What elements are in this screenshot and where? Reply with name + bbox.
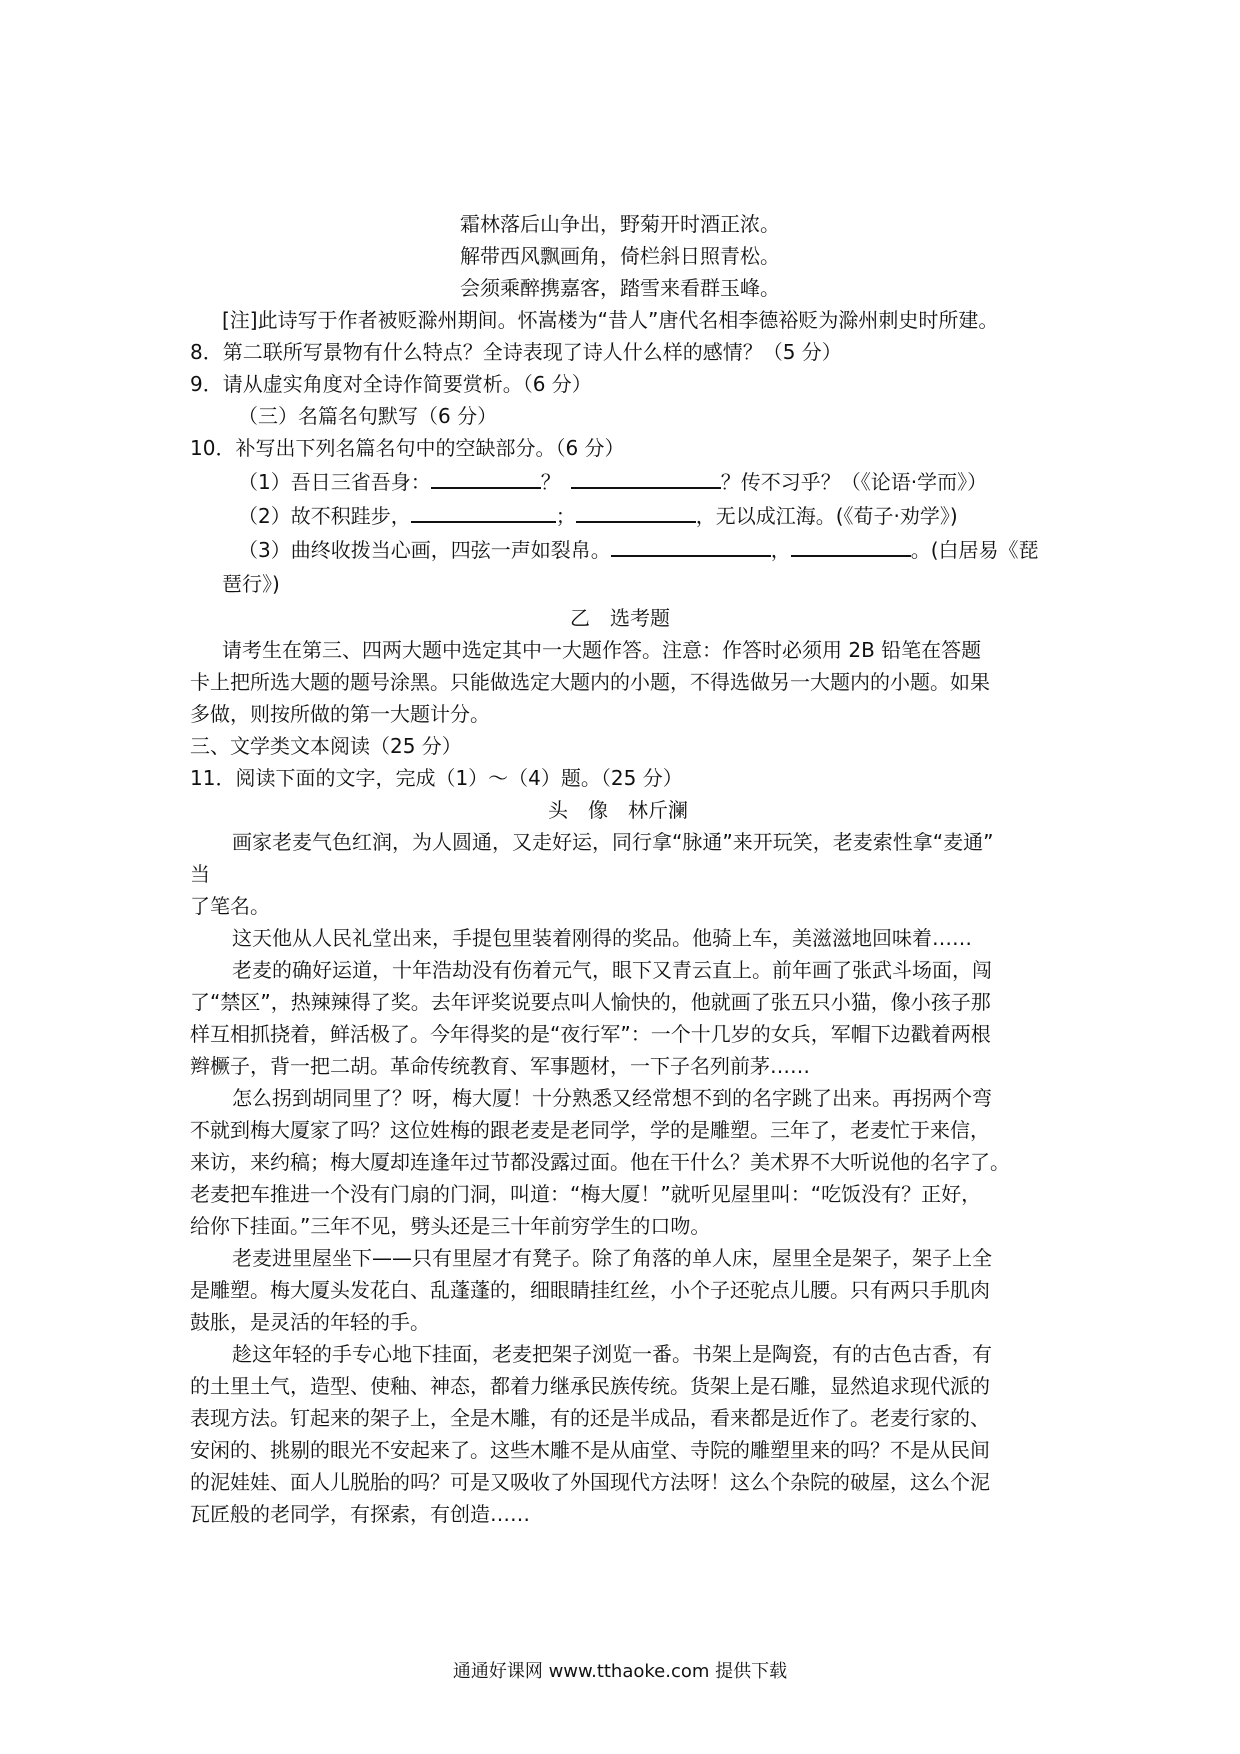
story-line: 来访，来约稿；梅大厦却连逢年过节都没露过面。他在干什么？美术界不大听说他的名字了。	[190, 1150, 1010, 1174]
story-line: 老麦把车推进一个没有门扇的门洞，叫道：“梅大厦！”就听见屋里叫：“吃饭没有？正好，	[190, 1182, 982, 1206]
item-1-middle: ？	[540, 470, 561, 494]
story-line: 老麦的确好运道，十年浩劫没有伤着元气，眼下又青云直上。前年画了张武斗场面，闯	[232, 958, 992, 982]
section-three-title: 三、文学类文本阅读（25 分）	[190, 734, 462, 758]
story-title: 头 像 林斤澜	[548, 798, 688, 822]
instructions-line-2: 卡上把所选大题的题号涂黑。只能做选定大题内的小题，不得选做另一大题内的小题。如果	[190, 670, 990, 694]
story-line: 是雕塑。梅大厦头发花白、乱蓬蓬的，细眼睛挂红丝，小个子还驼点儿腰。只有两只手肌肉	[190, 1278, 990, 1302]
story-line: 了笔名。	[190, 894, 270, 918]
item-2-suffix: ，无以成江海。(《荀子·劝学》)	[695, 504, 958, 528]
question-10-item-3	[238, 534, 1039, 566]
instructions-line-3: 多做，则按所做的第一大题计分。	[190, 702, 490, 726]
answer-blank[interactable]	[611, 535, 771, 557]
item-1-prefix: （1）吾日三省吾身：	[238, 470, 431, 494]
story-line: 表现方法。钉起来的架子上，全是木雕，有的还是半成品，看来都是近作了。老麦行家的、	[190, 1406, 990, 1430]
story-line: 样互相抓挠着，鲜活极了。今年得奖的是“夜行军”：一个十几岁的女兵，军帽下边戳着两根	[190, 1022, 991, 1046]
question-10-item-3-continued: 琶行》)	[222, 572, 280, 596]
story-line: 趁这年轻的手专心地下挂面，老麦把架子浏览一番。书架上是陶瓷，有的古色古香，有	[232, 1342, 992, 1366]
answer-blank[interactable]	[576, 501, 696, 523]
item-3-middle: ，	[770, 538, 791, 562]
part-b-title: 乙 选考题	[570, 606, 670, 630]
question-9: 9．请从虚实角度对全诗作简要赏析。（6 分）	[190, 372, 592, 396]
story-line: 当	[190, 862, 210, 886]
item-3-suffix: 。(白居易《琵	[910, 538, 1039, 562]
question-11: 11．阅读下面的文字，完成（1）～（4）题。（25 分）	[190, 766, 683, 790]
item-2-middle: ；	[555, 504, 576, 528]
poem-note: [注]此诗写于作者被贬滁州期间。怀嵩楼为“昔人”唐代名相李德裕贬为滁州刺史时所建。	[222, 308, 999, 332]
item-1-suffix: ？传不习乎？（《论语·学而》）	[720, 470, 988, 494]
answer-blank[interactable]	[431, 467, 541, 489]
story-line: 辫橛子，背一把二胡。革命传统教育、军事题材，一下子名列前茅……	[190, 1054, 810, 1078]
story-line: 了“禁区”，热辣辣得了奖。去年评奖说要点叫人愉快的，他就画了张五只小猫，像小孩子那	[190, 990, 991, 1014]
question-10-stem: 10．补写出下列名篇名句中的空缺部分。（6 分）	[190, 436, 625, 460]
question-10-item-2	[238, 500, 958, 532]
answer-blank[interactable]	[411, 501, 556, 523]
story-line: 画家老麦气色红润，为人圆通，又走好运，同行拿“脉通”来开玩笑，老麦索性拿“麦通”	[232, 830, 994, 854]
story-line: 的泥娃娃、面人儿脱胎的吗？可是又吸收了外国现代方法呀！这么个杂院的破屋，这么个泥	[190, 1470, 990, 1494]
question-8: 8．第二联所写景物有什么特点？全诗表现了诗人什么样的感情？（5 分）	[190, 340, 842, 364]
story-line: 瓦匠般的老同学，有探索，有创造……	[190, 1502, 530, 1526]
item-3-prefix: （3）曲终收拨当心画，四弦一声如裂帛。	[238, 538, 611, 562]
story-line: 安闲的、挑剔的眼光不安起来了。这些木雕不是从庙堂、寺院的雕塑里来的吗？不是从民间	[190, 1438, 990, 1462]
poem-line-2: 解带西风飘画角，倚栏斜日照青松。	[460, 244, 780, 268]
story-line: 这天他从人民礼堂出来，手提包里装着刚得的奖品。他骑上车，美滋滋地回味着……	[232, 926, 972, 950]
answer-blank[interactable]	[791, 535, 911, 557]
poem-line-1: 霜林落后山争出，野菊开时酒正浓。	[460, 212, 780, 236]
story-line: 怎么拐到胡同里了？呀，梅大厦！十分熟悉又经常想不到的名字跳了出来。再拐两个弯	[232, 1086, 992, 1110]
instructions-line-1: 请考生在第三、四两大题中选定其中一大题作答。注意：作答时必须用 2B 铅笔在答题	[222, 638, 982, 662]
story-line: 给你下挂面。”三年不见，劈头还是三十年前穷学生的口吻。	[190, 1214, 711, 1238]
answer-blank[interactable]	[571, 467, 721, 489]
item-2-prefix: （2）故不积跬步，	[238, 504, 411, 528]
poem-line-3: 会须乘醉携嘉客，踏雪来看群玉峰。	[460, 276, 780, 300]
question-10-item-1	[238, 466, 987, 498]
story-line: 老麦进里屋坐下——只有里屋才有凳子。除了角落的单人床，屋里全是架子，架子上全	[232, 1246, 992, 1270]
section-recitation-title: （三）名篇名句默写（6 分）	[238, 404, 498, 428]
page-footer: 通通好课网 www.tthaoke.com 提供下载	[452, 1661, 788, 1682]
story-line: 不就到梅大厦家了吗？这位姓梅的跟老麦是老同学，学的是雕塑。三年了，老麦忙于来信，	[190, 1118, 990, 1142]
story-line: 鼓胀，是灵活的年轻的手。	[190, 1310, 430, 1334]
story-line: 的土里土气，造型、使釉、神态，都着力继承民族传统。货架上是石雕，显然追求现代派的	[190, 1374, 990, 1398]
